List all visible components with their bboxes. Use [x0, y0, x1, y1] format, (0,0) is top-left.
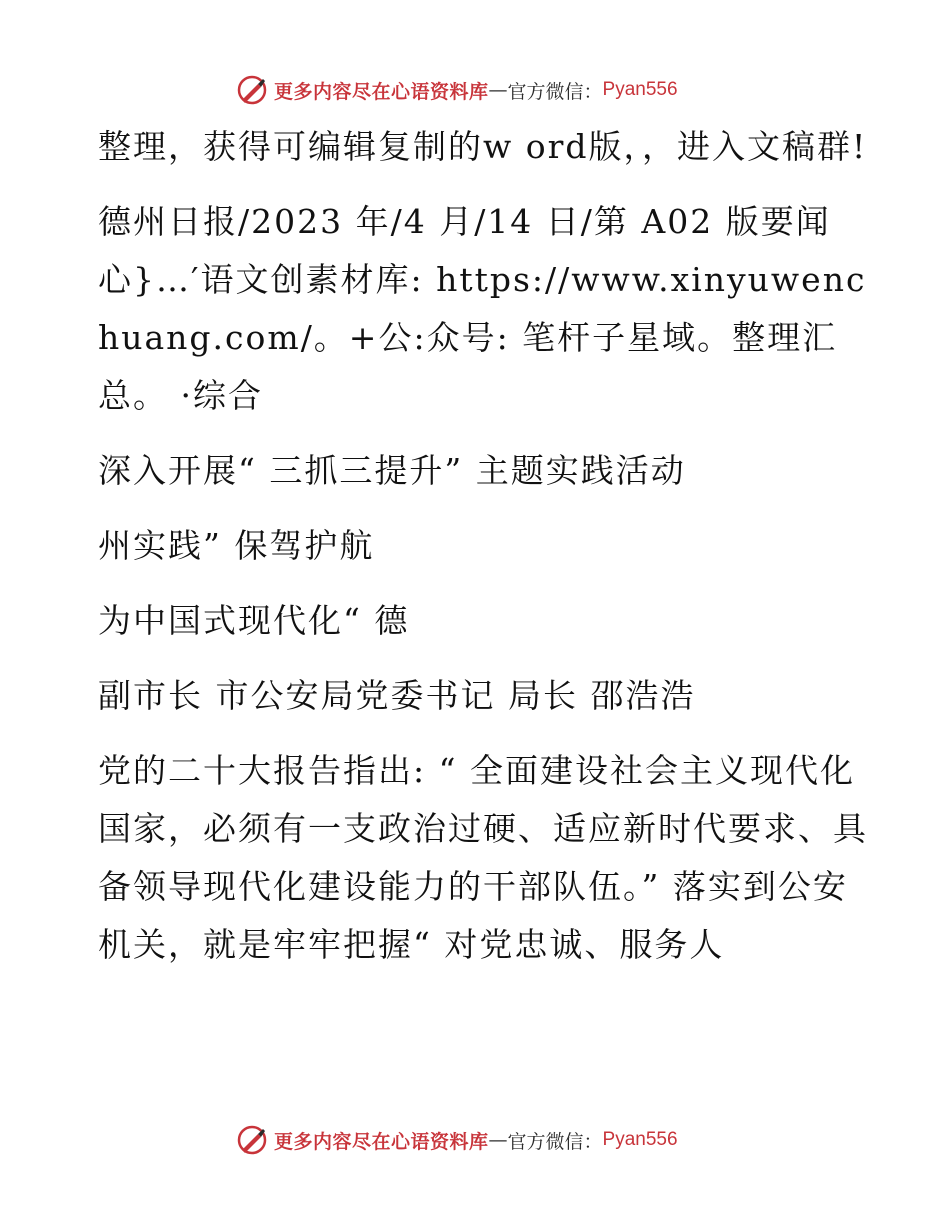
- document-body: [98, 118, 868, 991]
- paragraph-headline-2: 州实践” 保驾护航: [98, 526, 375, 565]
- header-watermark-banner: [236, 72, 678, 108]
- banner-dash: —: [488, 1129, 508, 1151]
- paragraph-headline-1: 深入开展“ 三抓三提升” 主题实践活动: [98, 451, 686, 490]
- banner-wechat-id: Pyan556: [602, 79, 678, 100]
- footer-watermark-banner: [236, 1122, 678, 1158]
- paragraph-source: 德州日报/2023 年/4 月/14 日/第 A02 版要闻心}…′语文创素材库: https://www.xinyuwenchuang.com/。+公:众号: 笔杆子星域。整理汇总。 ·综合: [98, 202, 867, 415]
- paragraph-intro: 整理，获得可编辑复制的w ord版，，进入文稿群!: [98, 127, 868, 166]
- banner-wechat-id: Pyan556: [602, 1129, 678, 1150]
- pen-logo-icon: [236, 1124, 268, 1156]
- banner-dash: —: [488, 79, 508, 101]
- banner-sub-text: 官方微信：: [507, 80, 603, 103]
- paragraph-author: 副市长 市公安局党委书记 局长 邵浩浩: [98, 676, 696, 715]
- paragraph-body: 党的二十大报告指出: “ 全面建设社会主义现代化国家，必须有一支政治过硬、适应新时代要求、具备领导现代化建设能力的干部队伍。” 落实到公安机关，就是牢牢把握“ 对党忠诚、服务人: [98, 751, 868, 964]
- banner-sub-text: 官方微信：: [507, 1130, 603, 1153]
- banner-main-text: 更多内容尽在心语资料库: [274, 1130, 489, 1153]
- banner-main-text: 更多内容尽在心语资料库: [274, 80, 489, 103]
- paragraph-headline-3: 为中国式现代化“ 德: [98, 601, 410, 640]
- pen-logo-icon: [236, 74, 268, 106]
